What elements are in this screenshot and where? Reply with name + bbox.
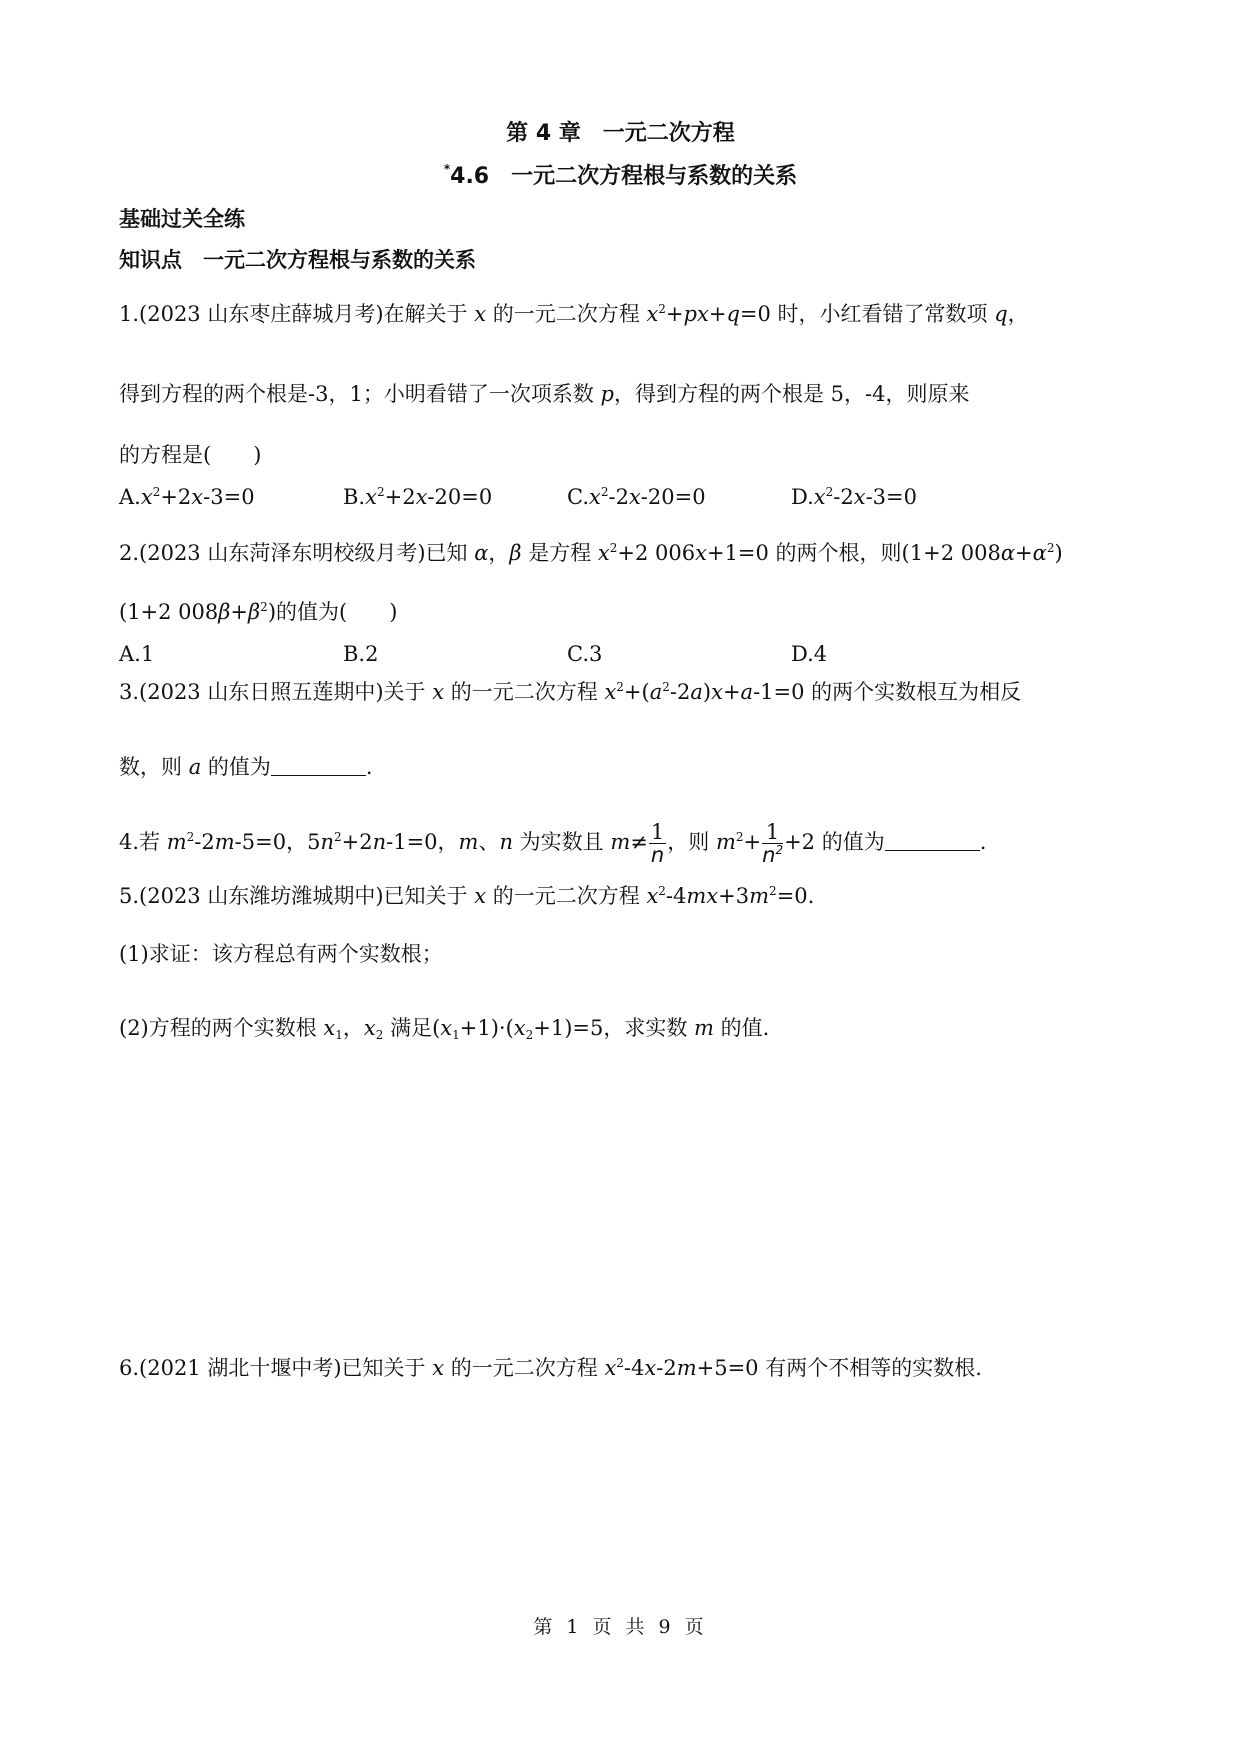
q5-line1: 5.(2023 山东潍坊潍城期中)已知关于 x 的一元二次方程 $x^2-4mx+3m^2=0$. <box>119 884 815 908</box>
fraction-1-over-n-squared: $\frac{1}{n^2}$ <box>762 820 784 867</box>
q5-part2: (2)方程的两个实数根 $x_1$，$x_2$ 满足$(x_1+1)\cdot(x_2+1)=5$，求实数 m 的值. <box>119 1016 770 1042</box>
q4-answer-blank[interactable] <box>885 832 980 851</box>
q1-option-d[interactable]: $D.x^2-2x-3=0$ <box>791 485 917 509</box>
q2-option-a[interactable]: A.1 <box>119 642 155 666</box>
q3-answer-blank[interactable] <box>271 757 366 776</box>
q6-source: 6.(2021 湖北十堰中考) <box>119 1356 342 1380</box>
q4-line: 4.若 $m^2-2m-5=0$，$5n^2+2n-1=0$，m、n 为实数且 m≠ $\frac{1}{n}$ ，则 $m^2+$ $\frac{1}{n^2}$ +2 的值为 . <box>119 820 987 867</box>
q2-source: 2.(2023 山东菏泽东明校级月考) <box>119 541 426 565</box>
q3-source: 3.(2023 山东日照五莲期中) <box>119 680 384 704</box>
heading-knowledge-point: 知识点 一元二次方程根与系数的关系 <box>119 248 476 272</box>
q3-line2: 数，则 a 的值为 . <box>119 755 373 779</box>
q5-source: 5.(2023 山东潍坊潍城期中) <box>119 884 384 908</box>
section-title-text: 4.6 一元二次方程根与系数的关系 <box>450 164 798 189</box>
q6-line1: 6.(2021 湖北十堰中考)已知关于 x 的一元二次方程 $x^2-4x-2m+5=0$ 有两个不相等的实数根. <box>119 1356 982 1380</box>
q1-line2: 得到方程的两个根是-3，1；小明看错了一次项系数 p，得到方程的两个根是 5，-4，则原来 <box>119 382 970 406</box>
heading-basic-practice: 基础过关全练 <box>119 207 245 231</box>
section-title <box>0 163 1241 188</box>
q5-part1: (1)求证：该方程总有两个实数根； <box>119 942 443 966</box>
q1-source: 1.(2023 山东枣庄薛城月考) <box>119 302 384 326</box>
q2-line1: 2.(2023 山东菏泽东明校级月考)已知 α，β 是方程 $x^2+2$ 006x+1=0 的两个根，则(1+2 $008\alpha+\alpha^2$) <box>119 541 1063 565</box>
q2-option-d[interactable]: D.4 <box>791 642 828 666</box>
fraction-1-over-n: $\frac{1}{n}$ <box>650 820 665 867</box>
q2-option-c[interactable]: C.3 <box>567 642 603 666</box>
page-footer: 第 1 页 共 9 页 <box>533 1616 708 1638</box>
q2-option-b[interactable]: B.2 <box>343 642 379 666</box>
chapter-title: 第 4 章 一元二次方程 <box>506 121 735 146</box>
q2-line2: (1+2 $008\beta+\beta^2$)的值为( ) <box>119 600 398 624</box>
section-star: * <box>443 162 451 176</box>
q3-line1: 3.(2023 山东日照五莲期中)关于 x 的一元二次方程 $x^2+(a^2-2a)x+a-1=0$ 的两个实数根互为相反 <box>119 680 1022 704</box>
q1-line1: 1.(2023 山东枣庄薛城月考)在解关于 x 的一元二次方程 $x^2+px+q=0$ 时，小红看错了常数项 q， <box>119 302 1029 326</box>
q1-option-a[interactable]: $A.x^2+2x-3=0$ <box>119 485 255 509</box>
q1-option-b[interactable]: $B.x^2+2x-20=0$ <box>343 485 493 509</box>
q1-option-c[interactable]: $C.x^2-2x-20=0$ <box>567 485 706 509</box>
q1-line3: 的方程是( ) <box>119 443 262 467</box>
